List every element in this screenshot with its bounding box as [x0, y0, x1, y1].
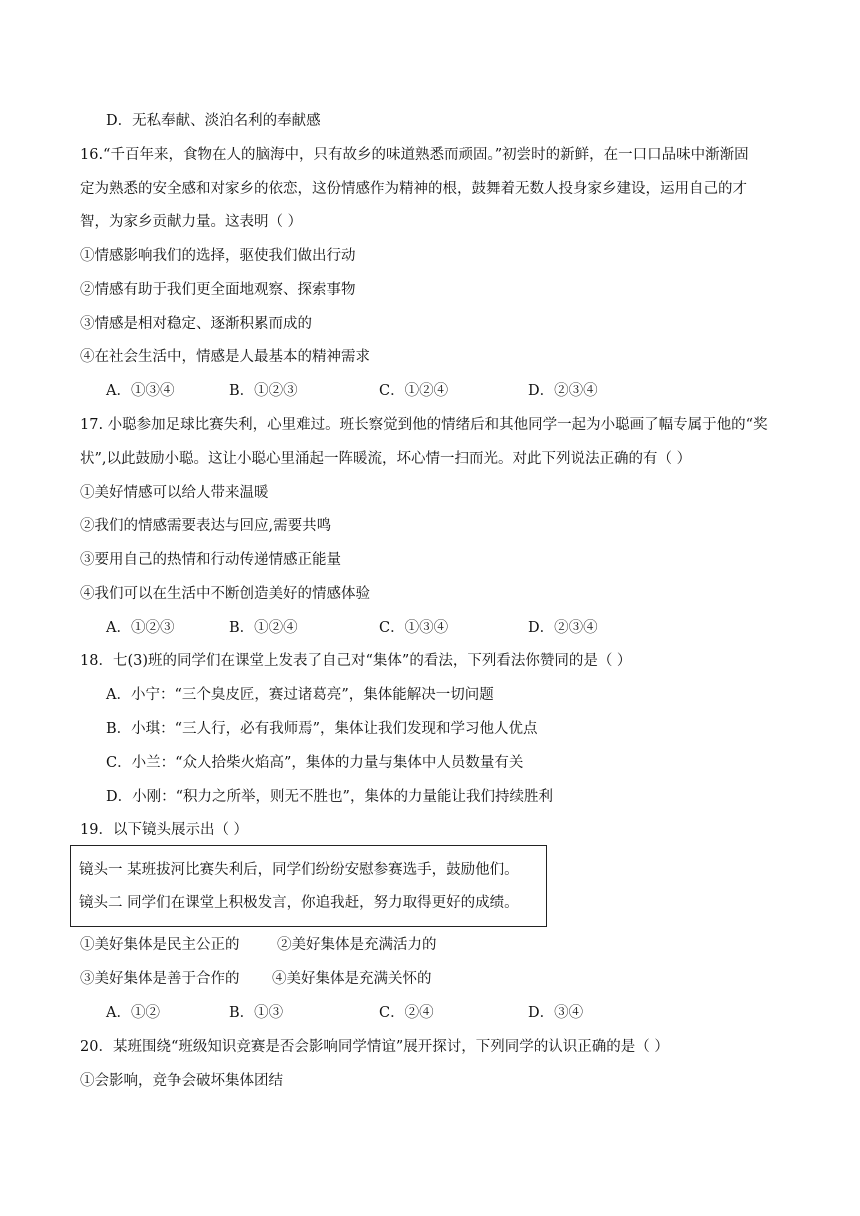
q19-option-d[interactable]: D．③④	[528, 1005, 584, 1021]
q19-statement-2: ②美好集体是充满活力的	[277, 937, 437, 953]
q17-option-c[interactable]: C．①③④	[379, 620, 449, 636]
q19-option-c[interactable]: C．②④	[379, 1005, 434, 1021]
q17-statement-2: ②我们的情感需要表达与回应,需要共鸣	[80, 518, 332, 534]
q16-stem-line-3: 智，为家乡贡献力量。这表明（ ）	[80, 214, 303, 230]
q20-stem: 20．某班围绕“班级知识竞赛是否会影响同学情谊”展开探讨，下列同学的认识正确的是（ ）	[80, 1039, 669, 1055]
q19-stem: 19．以下镜头展示出（ ）	[80, 822, 249, 838]
option-d-previous: D．无私奉献、淡泊名利的奉献感	[106, 113, 321, 129]
q16-option-c[interactable]: C．①②④	[379, 383, 449, 399]
q19-options	[106, 1003, 726, 1023]
q19-material-box	[70, 845, 547, 927]
q16-statement-1: ①情感影响我们的选择，驱使我们做出行动	[80, 248, 356, 264]
q17-option-d[interactable]: D．②③④	[528, 620, 598, 636]
q18-stem: 18．七(3)班的同学们在课堂上发表了自己对“集体”的看法，下列看法你赞同的是（ ）	[80, 653, 632, 669]
q17-statement-4: ④我们可以在生活中不断创造美好的情感体验	[80, 586, 370, 602]
q19-statement-4: ④美好集体是充满关怀的	[272, 971, 432, 987]
q16-option-a[interactable]: A．①③④	[106, 383, 175, 399]
q17-statement-3: ③要用自己的热情和行动传递情感正能量	[80, 552, 341, 568]
q18-option-a[interactable]: A．小宁：“三个臭皮匠，赛过诸葛亮”，集体能解决一切问题	[106, 687, 494, 703]
q19-statement-1: ①美好集体是民主公正的	[80, 937, 240, 953]
q16-statement-3: ③情感是相对稳定、逐渐积累而成的	[80, 316, 312, 332]
q18-option-b[interactable]: B．小琪：“三人行，必有我师焉”，集体让我们发现和学习他人优点	[106, 721, 538, 737]
q17-statement-1: ①美好情感可以给人带来温暖	[80, 485, 269, 501]
q19-scene-2: 镜头二 同学们在课堂上积极发言，你追我赶，努力取得更好的成绩。	[79, 895, 519, 911]
q17-stem-line-1: 17. 小聪参加足球比赛失利，心里难过。班长察觉到他的情绪后和其他同学一起为小聪画了幅专属于他的“奖	[80, 417, 768, 433]
q16-statement-2: ②情感有助于我们更全面地观察、探索事物	[80, 282, 356, 298]
q19-scene-1: 镜头一 某班拔河比赛失利后，同学们纷纷安慰参赛选手，鼓励他们。	[79, 862, 519, 878]
q18-option-c[interactable]: C．小兰：“众人拾柴火焰高”，集体的力量与集体中人员数量有关	[106, 755, 524, 771]
q16-option-b[interactable]: B．①②③	[229, 383, 298, 399]
q17-options	[106, 618, 726, 638]
q19-statement-3: ③美好集体是善于合作的	[80, 971, 240, 987]
q16-stem-line-2: 定为熟悉的安全感和对家乡的依恋，这份情感作为精神的根，鼓舞着无数人投身家乡建设，运用自己的才	[80, 181, 747, 197]
q16-options	[106, 381, 726, 401]
q19-option-b[interactable]: B．①③	[229, 1005, 284, 1021]
q18-option-d[interactable]: D．小刚：“积力之所举，则无不胜也”，集体的力量能让我们持续胜利	[106, 789, 553, 805]
q19-option-a[interactable]: A．①②	[106, 1005, 160, 1021]
q16-stem-line-1: 16.“千百年来，食物在人的脑海中，只有故乡的味道熟悉而顽固。”初尝时的新鲜，在一口口品味中渐渐固	[80, 147, 749, 163]
q16-statement-4: ④在社会生活中，情感是人最基本的精神需求	[80, 349, 370, 365]
q20-statement-1: ①会影响，竞争会破坏集体团结	[80, 1073, 283, 1089]
q17-option-b[interactable]: B．①②④	[229, 620, 298, 636]
q17-stem-line-2: 状”,以此鼓励小聪。这让小聪心里涌起一阵暖流，坏心情一扫而光。对此下列说法正确的有（ ）	[80, 451, 692, 467]
q17-option-a[interactable]: A．①②③	[106, 620, 175, 636]
q16-option-d[interactable]: D．②③④	[528, 383, 598, 399]
